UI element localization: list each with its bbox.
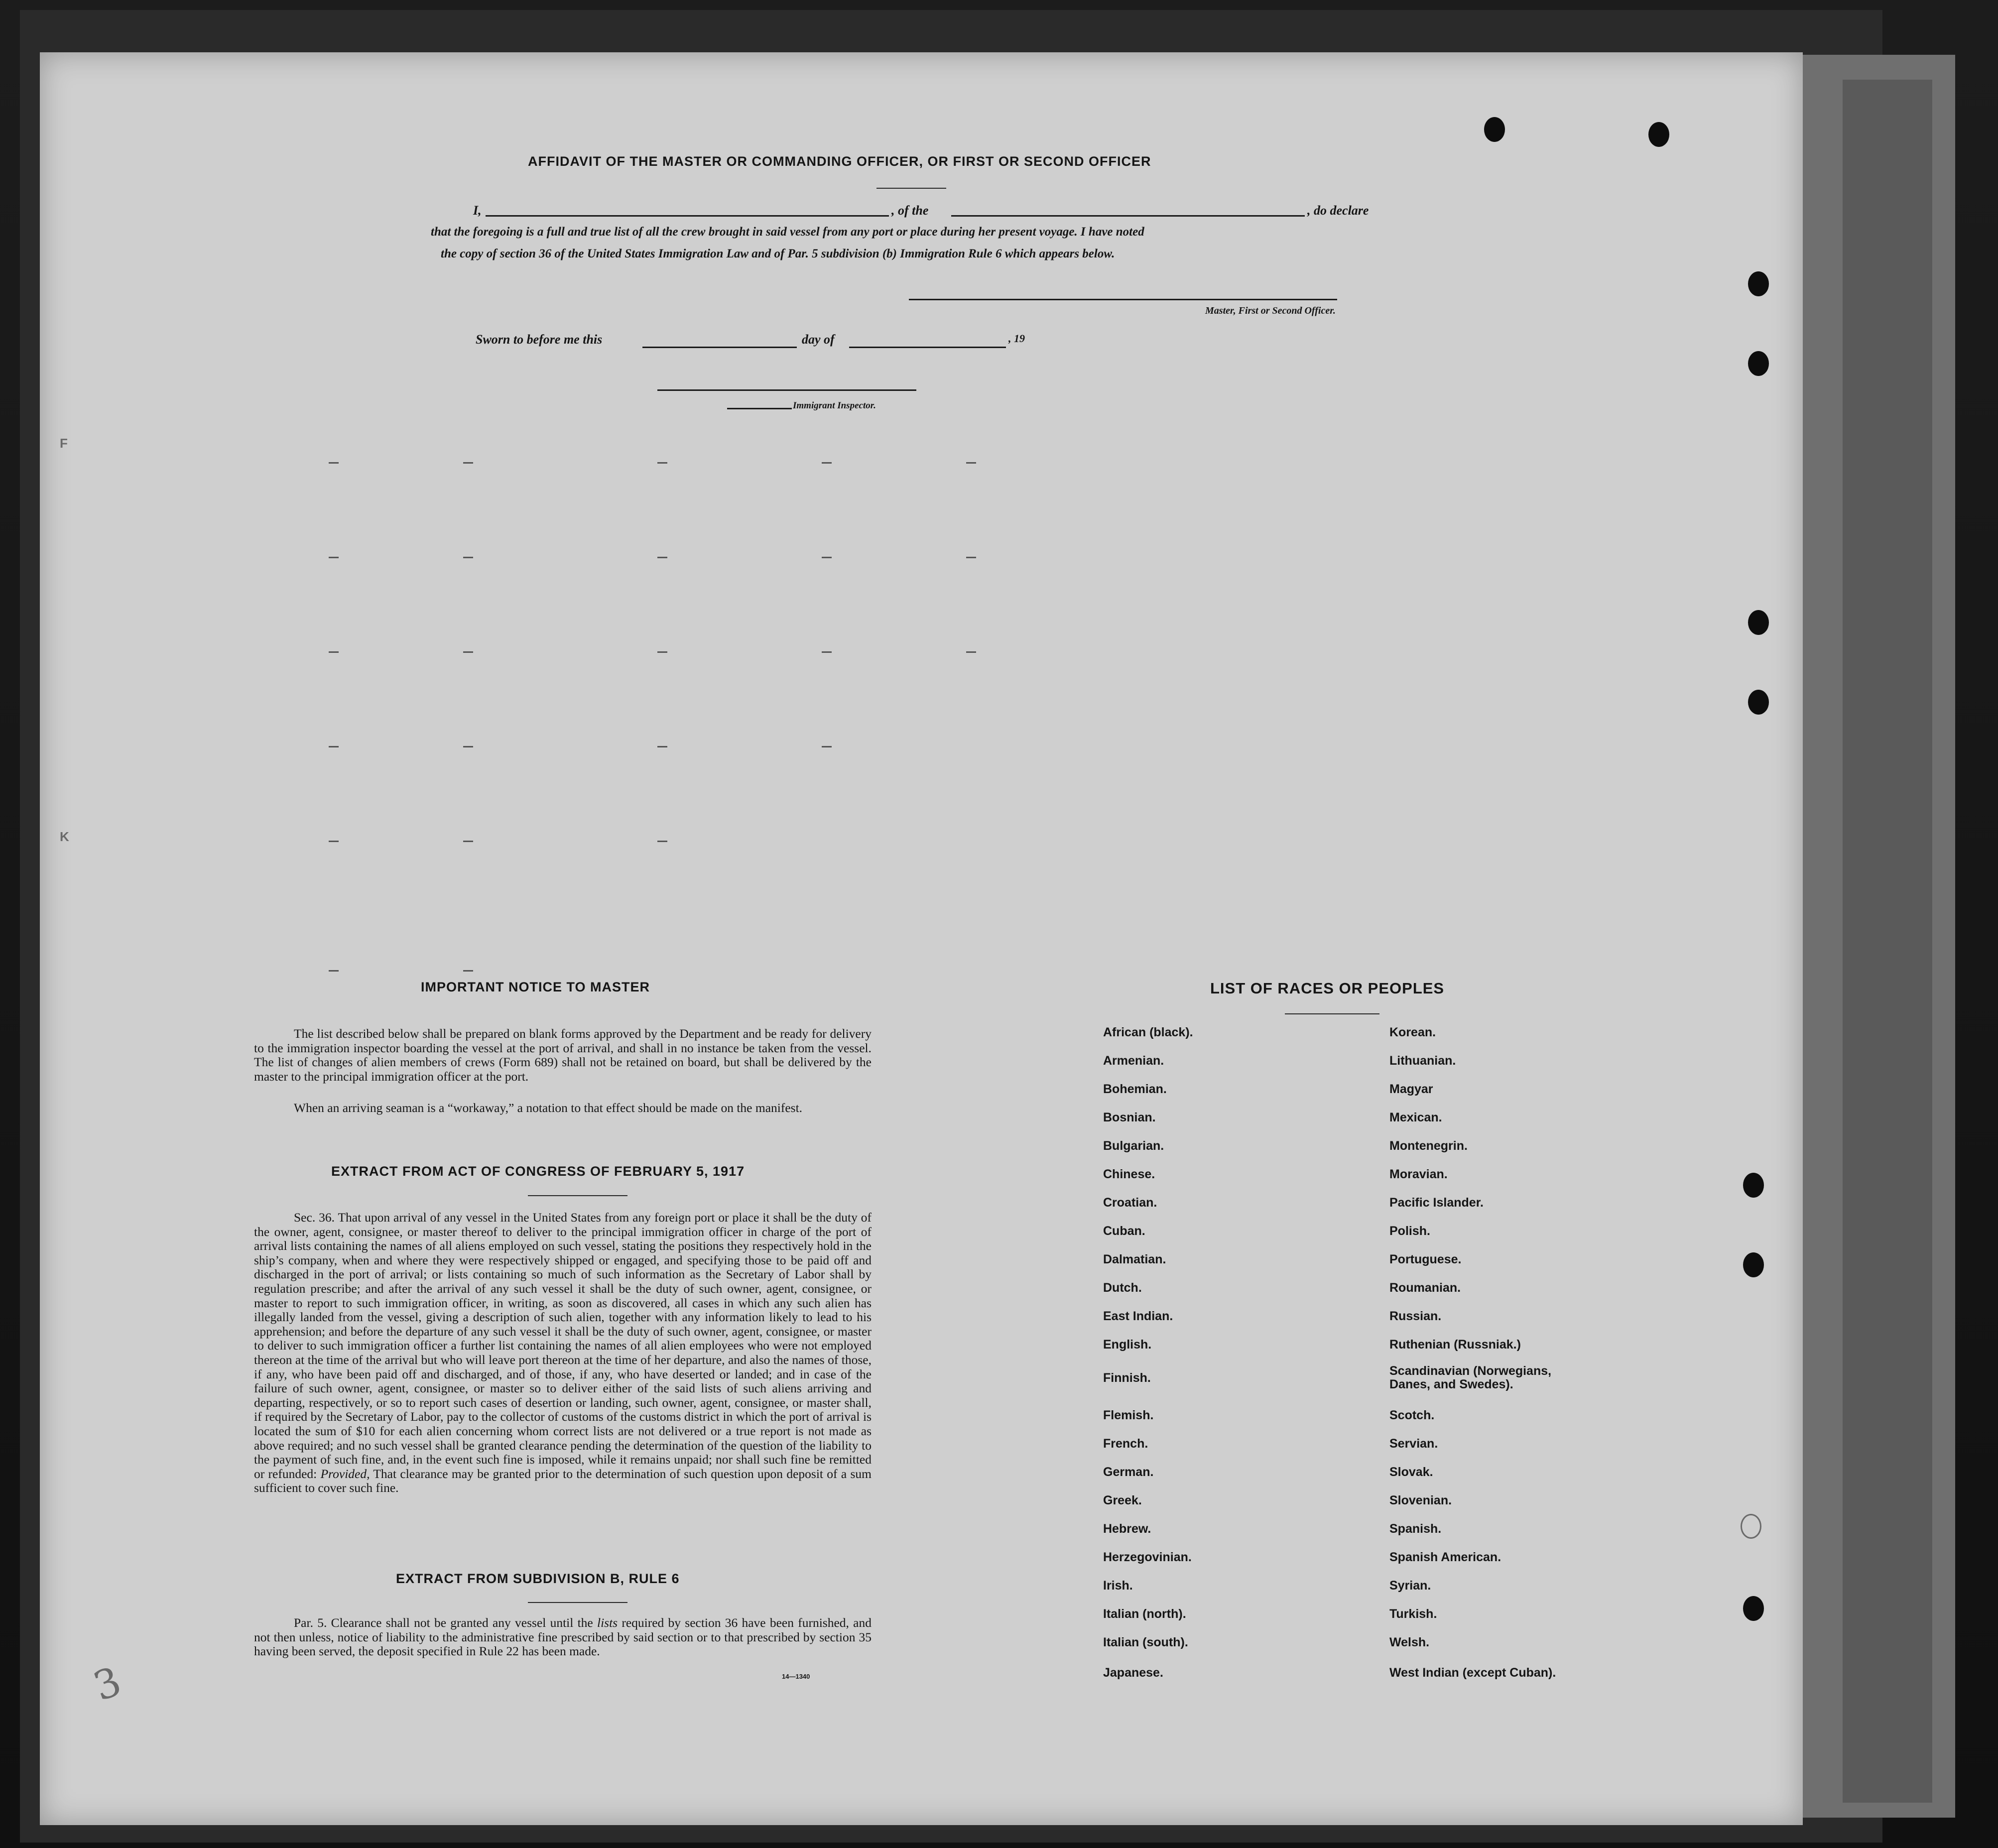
rule-6-body: Par. 5. Clearance shall not be granted any vessel until the xyxy=(294,1615,597,1630)
race-item: Croatian. xyxy=(1103,1196,1157,1210)
race-item: Russian. xyxy=(1389,1309,1442,1323)
margin-letter: K xyxy=(60,829,69,844)
race-item: Japanese. xyxy=(1103,1666,1163,1680)
provided-word: Provided, xyxy=(320,1466,370,1481)
race-item: Hebrew. xyxy=(1103,1522,1151,1536)
race-item: Turkish. xyxy=(1389,1607,1437,1621)
rule-6-end: required by section 36 have been furnished, and not then unless, notice of liability to the administrative fine prescribed by said section or to that prescribed by section 35 having been served, the deposit specified in Rule 22 has been made. xyxy=(254,1615,872,1659)
section-36-body: Sec. 36. That upon arrival of any vessel in the United States from any foreign port or place it shall be the duty of the owner, agent, consignee, or master thereof to deliver to the principal immigration officer in charge of the port of arrival lists containing the names of all aliens employed on such vessel, stating the positions they respectively hold in the ship’s company, when and where they were respectively shipped or engaged, and specifying those to be paid off and discharged in the port of arrival; or lists containing so much of such information as the Secretary of Labor shall by regulation prescribe; and after the arrival of any such vessel it shall be the duty of such owner, agent, consignee, or master to report to such immigration officer, in writing, as soon as discovered, all cases in which any such alien has illegally landed from the vessel, giving a description of such alien, together with any information likely to lead to his apprehension; and before the departure of any such vessel it shall be the duty of such owner, agent, consignee, or master to deliver to such immigration officer a further list containing the names of all alien employees who were not employed thereon at the time of the arrival but who will leave port thereon at the time of her departure, and also the names of those, if any, who have been paid off and discharged, and of those, if any, who have deserted or landed; and in case of the failure of such owner, agent, consignee, or master so to deliver either of the said lists of such aliens arriving and departing, respectively, or so to report such cases of desertion or landing, such owner, agent, consignee, or master shall, if required by the Secretary of Labor, pay to the collector of customs of the customs district in which the port of arrival is located the sum of $10 for each alien concerning whom correct lists are not delivered or a true report is not made as above required; and no such vessel shall be granted clearance pending the determination of the question of the liability to the payment of such fine, and, in the event such fine is imposed, while it remains unpaid; nor shall such fine be remitted or refunded: xyxy=(254,1210,872,1481)
column-marker xyxy=(329,651,339,653)
sworn-day-line xyxy=(642,347,797,348)
column-marker xyxy=(463,970,473,972)
race-item: Montenegrin. xyxy=(1389,1139,1468,1153)
race-item: Portuguese. xyxy=(1389,1252,1462,1266)
race-item: Ruthenian (Russniak.) xyxy=(1389,1338,1521,1352)
column-marker xyxy=(329,557,339,558)
race-item: Scotch. xyxy=(1389,1408,1435,1422)
section-36-end: That clearance may be granted prior to the determination of such question upon deposit of a sum sufficient to cover such fine. xyxy=(254,1466,872,1495)
column-marker xyxy=(966,557,976,558)
form-number: 14—1340 xyxy=(782,1673,810,1680)
punch-hole xyxy=(1484,117,1505,142)
column-marker xyxy=(329,970,339,972)
punch-hole xyxy=(1748,271,1769,296)
column-marker xyxy=(966,462,976,464)
inspector-signature-line xyxy=(657,389,916,391)
race-item: Mexican. xyxy=(1389,1110,1442,1124)
punch-hole xyxy=(1743,1173,1764,1198)
affidavit-statement-line: that the foregoing is a full and true list of all the crew brought in said vessel from any port or place during her present voyage. I have noted xyxy=(431,225,1144,239)
race-item: Cuban. xyxy=(1103,1224,1145,1238)
section-36-text xyxy=(254,1211,872,1495)
sworn-label: Sworn to before me this xyxy=(476,332,603,347)
column-marker xyxy=(657,651,667,653)
race-item: Roumanian. xyxy=(1389,1281,1461,1295)
inspector-short-line xyxy=(727,408,792,409)
race-item: Slovak. xyxy=(1389,1465,1433,1479)
affidavit-declare: , do declare xyxy=(1307,203,1369,218)
sworn-day-of: day of xyxy=(802,332,835,347)
race-item: English. xyxy=(1103,1338,1152,1352)
race-item: Herzegovinian. xyxy=(1103,1550,1192,1564)
sworn-month-line xyxy=(849,347,1006,348)
punch-hole xyxy=(1748,690,1769,715)
race-item: Dalmatian. xyxy=(1103,1252,1166,1266)
column-marker xyxy=(966,651,976,653)
race-item: French. xyxy=(1103,1437,1148,1451)
column-marker xyxy=(329,841,339,842)
column-marker xyxy=(463,841,473,842)
extract-act-title: EXTRACT FROM ACT OF CONGRESS OF FEBRUARY 5, 1917 xyxy=(331,1164,745,1179)
notice-paragraph: When an arriving seaman is a “workaway,” a notation to that effect should be made on the manifest. xyxy=(294,1101,803,1115)
column-marker xyxy=(657,557,667,558)
race-item: Moravian. xyxy=(1389,1167,1448,1181)
handwritten-mark: 3 xyxy=(87,1658,127,1710)
race-item: Pacific Islander. xyxy=(1389,1196,1484,1210)
race-item: Magyar xyxy=(1389,1082,1433,1096)
race-item: West Indian (except Cuban). xyxy=(1389,1666,1556,1680)
race-item: Greek. xyxy=(1103,1493,1142,1507)
race-item: Armenian. xyxy=(1103,1054,1164,1068)
column-marker xyxy=(463,557,473,558)
punch-hole xyxy=(1648,122,1669,147)
race-item: Italian (north). xyxy=(1103,1607,1186,1621)
column-marker xyxy=(657,462,667,464)
race-item: Korean. xyxy=(1389,1025,1436,1039)
race-item: Bohemian. xyxy=(1103,1082,1167,1096)
rule-6-text xyxy=(254,1616,872,1659)
race-item: Lithuanian. xyxy=(1389,1054,1456,1068)
signature-label: Master, First or Second Officer. xyxy=(1205,305,1336,316)
race-item: Spanish. xyxy=(1389,1522,1442,1536)
column-marker xyxy=(329,746,339,747)
sworn-year: , 19 xyxy=(1008,332,1025,345)
race-item: Italian (south). xyxy=(1103,1635,1188,1649)
title-rule xyxy=(528,1195,627,1196)
extract-rule-title: EXTRACT FROM SUBDIVISION B, RULE 6 xyxy=(396,1571,680,1586)
column-marker xyxy=(329,462,339,464)
race-item: Syrian. xyxy=(1389,1579,1431,1593)
column-marker xyxy=(822,557,832,558)
binder-edge-shadow xyxy=(1843,80,1932,1803)
column-marker xyxy=(463,746,473,747)
race-item: Slovenian. xyxy=(1389,1493,1452,1507)
column-marker xyxy=(657,746,667,747)
race-item: Bosnian. xyxy=(1103,1110,1156,1124)
race-item: Flemish. xyxy=(1103,1408,1154,1422)
race-item: East Indian. xyxy=(1103,1309,1173,1323)
column-marker xyxy=(822,462,832,464)
punch-hole xyxy=(1743,1596,1764,1621)
vessel-line xyxy=(951,215,1305,217)
lists-word: lists xyxy=(597,1615,618,1630)
name-line xyxy=(486,215,889,217)
column-marker xyxy=(463,462,473,464)
race-item: Irish. xyxy=(1103,1579,1133,1593)
column-marker xyxy=(822,746,832,747)
title-rule xyxy=(528,1602,627,1603)
title-rule xyxy=(1285,1013,1379,1014)
notice-title: IMPORTANT NOTICE TO MASTER xyxy=(421,980,650,994)
race-item: Servian. xyxy=(1389,1437,1438,1451)
notice-paragraph: The list described below shall be prepared on blank forms approved by the Department and be ready for delivery to the immigration inspector boarding the vessel at the port of arrival, and shall in no instance be taken from the vessel. The list of changes of alien members of crews (Form 689) shall not be retained on board, but shall be delivered by the master to the principal immigration officer at the port. xyxy=(254,1026,872,1084)
column-marker xyxy=(822,651,832,653)
inspector-label: Immigrant Inspector. xyxy=(793,400,876,411)
affidavit-statement-line: the copy of section 36 of the United States Immigration Law and of Par. 5 subdivision (b) Immigration Rule 6 which appears below. xyxy=(441,247,1115,260)
affidavit-title: AFFIDAVIT OF THE MASTER OR COMMANDING OFFICER, OR FIRST OR SECOND OFFICER xyxy=(528,154,1151,169)
race-item: Finnish. xyxy=(1103,1371,1151,1385)
column-marker xyxy=(463,651,473,653)
race-item: Spanish American. xyxy=(1389,1550,1501,1564)
punch-hole xyxy=(1743,1252,1764,1277)
margin-letter: F xyxy=(60,436,68,451)
races-title: LIST OF RACES OR PEOPLES xyxy=(1210,980,1445,997)
race-item: Bulgarian. xyxy=(1103,1139,1164,1153)
race-item: Chinese. xyxy=(1103,1167,1155,1181)
race-item: African (black). xyxy=(1103,1025,1193,1039)
affidavit-of-the: , of the xyxy=(891,203,929,218)
race-item: Polish. xyxy=(1389,1224,1430,1238)
race-item: German. xyxy=(1103,1465,1154,1479)
race-item: Dutch. xyxy=(1103,1281,1142,1295)
document-page xyxy=(40,52,1803,1825)
signature-line xyxy=(909,299,1337,300)
race-item: Welsh. xyxy=(1389,1635,1430,1649)
punch-hole xyxy=(1741,1514,1761,1539)
column-marker xyxy=(657,841,667,842)
title-rule xyxy=(876,188,946,189)
race-item: Scandinavian (Norwegians, Danes, and Swedes). xyxy=(1389,1364,1552,1391)
punch-hole xyxy=(1748,351,1769,376)
affidavit-i: I, xyxy=(473,203,482,218)
punch-hole xyxy=(1748,610,1769,635)
